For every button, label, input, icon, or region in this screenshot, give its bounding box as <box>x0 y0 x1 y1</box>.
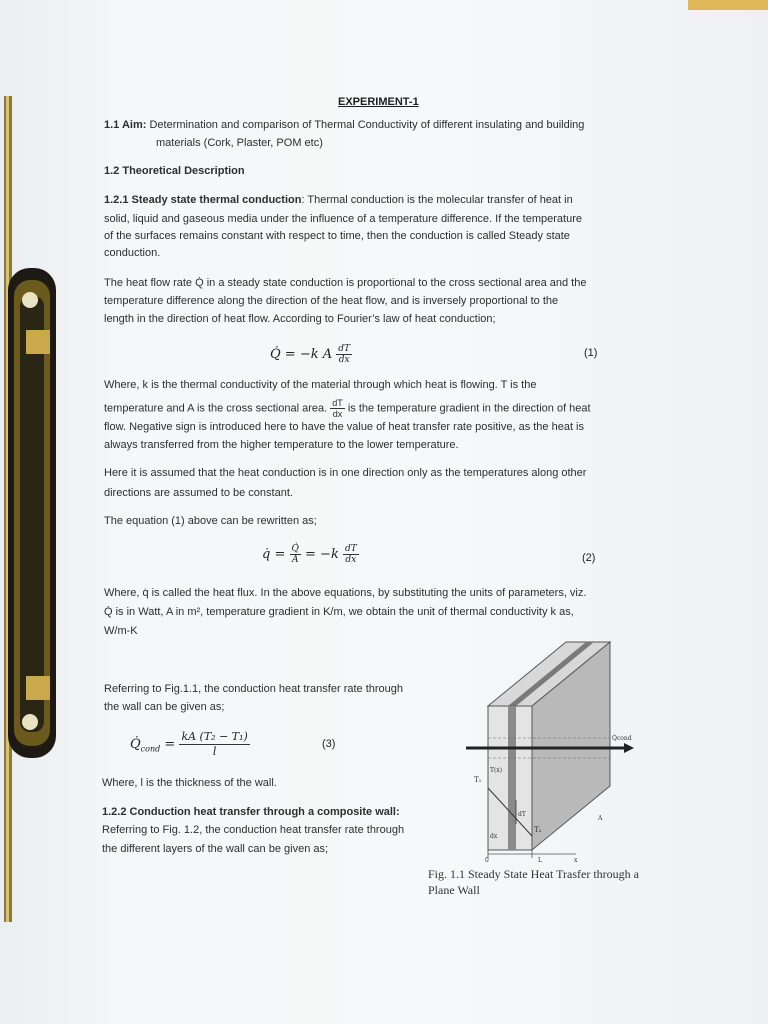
aim-text: Determination and comparison of Thermal Conductivity of different insulating and building <box>149 119 585 131</box>
heatflow-line-2: temperature difference along the direction of the heat flow, and is inversely proportional to the <box>104 295 559 307</box>
figure-dt-label: dT <box>518 811 526 818</box>
equation-2 <box>262 544 359 565</box>
eq3-sub: cond <box>140 744 161 754</box>
where1-text-a: temperature and A is the cross sectional area. <box>104 402 328 415</box>
steady-text: : Thermal conduction is the molecular transfer of heat in <box>301 194 573 206</box>
theory-heading: 1.2 Theoretical Description <box>104 165 245 177</box>
plane-wall-figure <box>466 640 636 862</box>
caption-line-2: Plane Wall <box>428 883 480 897</box>
flux-line-1: Where, q̇ is called the heat flux. In the above equations, by substituting the units of parameters, viz. <box>104 587 587 599</box>
figure-t2-label: T₂ <box>534 826 542 834</box>
eq3-fraction: $\frac{\text{kA (T₂ − T₁)}}{l}$ <box>181 730 248 758</box>
where1-line-4: always transferred from the higher temperature to the lower temperature. <box>104 439 459 451</box>
eq1-fraction: $\frac{dT}{dx}$ <box>338 344 351 365</box>
steady-line-1 <box>104 193 573 207</box>
figure-tx-label: T(x) <box>490 767 503 774</box>
equation-3-number: (3) <box>322 738 336 750</box>
figure-a-label: A <box>598 815 603 822</box>
heatflow-line-3: length in the direction of heat flow. According to Fourier’s law of heat conduction; <box>104 313 496 325</box>
where1-line-1: Where, k is the thermal conductivity of the material through which heat is flowing. T is the <box>104 379 537 391</box>
aim-line-1 <box>104 118 584 132</box>
fig-ref-line-1: Referring to Fig.1.1, the conduction heat transfer rate through <box>104 683 404 695</box>
heatflow-line-1: The heat flow rate Q̇ in a steady state conduction is proportional to the cross sectional area and the <box>104 277 587 289</box>
figure-dx-label: dx <box>490 833 498 840</box>
composite-heading: 1.2.2 Conduction heat transfer through a composite wall: <box>102 806 400 818</box>
figure-zero-label: 0 <box>485 857 489 862</box>
eq3-lhs: Q̇ <box>130 737 141 752</box>
composite-line-1: Referring to Fig. 1.2, the conduction heat transfer rate through <box>102 824 405 836</box>
where1-line-2 <box>104 398 591 419</box>
eq2-fraction-2: $\frac{dT}{dx}$ <box>344 544 357 565</box>
flux-line-3: W/m-K <box>104 625 138 637</box>
steady-line-2: solid, liquid and gaseous media under the influence of a temperature difference. If the temperature <box>104 213 582 225</box>
where1-line-3: flow. Negative sign is introduced here to have the value of heat transfer rate positive, as the heat is <box>104 421 585 433</box>
rewrite-line: The equation (1) above can be rewritten as; <box>104 515 317 527</box>
assume-line-2: directions are assumed to be constant. <box>104 487 293 499</box>
figure-q-label: Q̇cond <box>612 735 632 742</box>
equation-3 <box>130 730 250 759</box>
eq3-equals: = <box>164 737 176 752</box>
binder-clip-icon <box>0 0 70 1024</box>
steady-line-3: of the surfaces remains constant with respect to time, then the conduction is called Steady state <box>104 230 570 242</box>
assume-line-1: Here it is assumed that the heat conduction is in one direction only as the temperatures along other <box>104 467 587 479</box>
flux-line-2: Q̇ is in Watt, A in m², temperature gradient in K/m, we obtain the unit of thermal conductivity k as, <box>104 606 574 618</box>
eq2-lhs: q̇ = <box>262 547 286 562</box>
figure-caption <box>428 866 688 898</box>
experiment-title: EXPERIMENT-1 <box>338 96 419 108</box>
figure-t1-label: T₁ <box>474 776 482 784</box>
steady-line-4: conduction. <box>104 247 161 259</box>
steady-heading: 1.2.1 Steady state thermal conduction <box>104 194 302 206</box>
fig-ref-line-2: the wall can be given as; <box>104 701 225 713</box>
where1-text-b: is the temperature gradient in the direction of heat <box>347 402 591 415</box>
eq2-mid: = −k <box>305 547 339 562</box>
equation-2-number: (2) <box>582 552 596 564</box>
caption-line-1: Fig. 1.1 Steady State Heat Trasfer through a <box>428 867 639 881</box>
folder-edge <box>688 0 768 10</box>
eq2-fraction-1: $\frac{Q̇}{A}$ <box>291 544 299 565</box>
gradient-fraction: $\frac{dT}{dx}$ <box>332 398 343 419</box>
thickness-line: Where, l is the thickness of the wall. <box>102 777 277 789</box>
composite-line-2: the different layers of the wall can be given as; <box>102 843 329 855</box>
aim-line-2: materials (Cork, Plaster, POM etc) <box>156 137 323 149</box>
equation-1 <box>270 344 352 365</box>
figure-x-label: x <box>574 857 578 862</box>
aim-label: 1.1 Aim: <box>104 119 147 131</box>
equation-1-number: (1) <box>584 347 598 359</box>
figure-l-label: L <box>538 857 542 862</box>
eq1-lhs: Q̇ = −k A <box>270 347 333 362</box>
